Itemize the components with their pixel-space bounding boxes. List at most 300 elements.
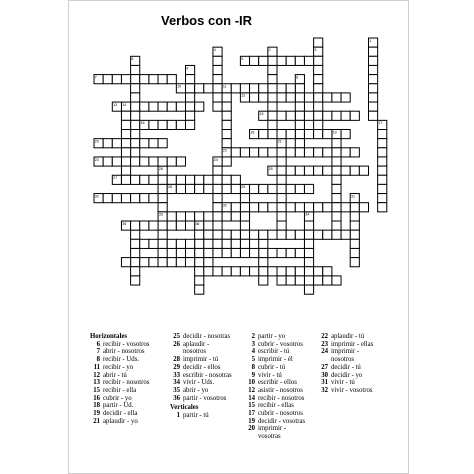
- grid-cell[interactable]: [186, 102, 195, 111]
- grid-cell[interactable]: [158, 258, 167, 267]
- grid-cell[interactable]: [250, 148, 259, 157]
- grid-cell[interactable]: [112, 194, 121, 203]
- grid-cell[interactable]: [295, 230, 304, 239]
- grid-cell[interactable]: [259, 184, 268, 193]
- grid-cell[interactable]: [213, 212, 222, 221]
- grid-cell[interactable]: [332, 230, 341, 239]
- grid-cell[interactable]: [304, 248, 313, 257]
- grid-cell[interactable]: [195, 239, 204, 248]
- grid-cell[interactable]: [268, 148, 277, 157]
- grid-cell[interactable]: [341, 111, 350, 120]
- grid-cell[interactable]: [341, 203, 350, 212]
- grid-cell[interactable]: [167, 239, 176, 248]
- grid-cell[interactable]: [131, 130, 140, 139]
- grid-cell[interactable]: [277, 84, 286, 93]
- grid-cell[interactable]: [213, 194, 222, 203]
- grid-cell[interactable]: [259, 203, 268, 212]
- grid-cell[interactable]: [314, 93, 323, 102]
- grid-cell[interactable]: [314, 120, 323, 129]
- grid-cell[interactable]: [121, 139, 130, 148]
- grid-cell[interactable]: [295, 276, 304, 285]
- grid-cell[interactable]: [268, 184, 277, 193]
- grid-cell[interactable]: [268, 65, 277, 74]
- grid-cell[interactable]: [295, 166, 304, 175]
- grid-cell[interactable]: [314, 75, 323, 84]
- grid-cell[interactable]: [286, 148, 295, 157]
- grid-cell[interactable]: [213, 267, 222, 276]
- grid-cell[interactable]: [213, 239, 222, 248]
- grid-cell[interactable]: [131, 93, 140, 102]
- grid-cell[interactable]: [222, 139, 231, 148]
- grid-cell[interactable]: [369, 102, 378, 111]
- grid-cell[interactable]: [158, 102, 167, 111]
- grid-cell[interactable]: [140, 194, 149, 203]
- grid-cell[interactable]: [277, 203, 286, 212]
- grid-cell[interactable]: [323, 111, 332, 120]
- grid-cell[interactable]: [149, 175, 158, 184]
- grid-cell[interactable]: [295, 93, 304, 102]
- grid-cell[interactable]: [222, 157, 231, 166]
- grid-cell[interactable]: [158, 75, 167, 84]
- grid-cell[interactable]: [149, 157, 158, 166]
- grid-cell[interactable]: [204, 84, 213, 93]
- grid-cell[interactable]: [250, 248, 259, 257]
- grid-cell[interactable]: [277, 175, 286, 184]
- grid-cell[interactable]: [304, 239, 313, 248]
- grid-cell[interactable]: [378, 203, 387, 212]
- grid-cell[interactable]: [268, 130, 277, 139]
- grid-cell[interactable]: [369, 47, 378, 56]
- grid-cell[interactable]: [304, 184, 313, 193]
- grid-cell[interactable]: [240, 230, 249, 239]
- grid-cell[interactable]: [103, 194, 112, 203]
- grid-cell[interactable]: [332, 212, 341, 221]
- grid-cell[interactable]: [350, 111, 359, 120]
- grid-cell[interactable]: [240, 84, 249, 93]
- grid-cell[interactable]: [268, 267, 277, 276]
- grid-cell[interactable]: [332, 221, 341, 230]
- grid-cell[interactable]: [140, 239, 149, 248]
- grid-cell[interactable]: [103, 75, 112, 84]
- grid-cell[interactable]: [295, 56, 304, 65]
- grid-cell[interactable]: [186, 239, 195, 248]
- grid-cell[interactable]: [332, 175, 341, 184]
- grid-cell[interactable]: [213, 65, 222, 74]
- grid-cell[interactable]: [332, 111, 341, 120]
- grid-cell[interactable]: [213, 75, 222, 84]
- grid-cell[interactable]: [204, 267, 213, 276]
- grid-cell[interactable]: [231, 230, 240, 239]
- grid-cell[interactable]: [222, 184, 231, 193]
- grid-cell[interactable]: [304, 267, 313, 276]
- grid-cell[interactable]: [240, 203, 249, 212]
- grid-cell[interactable]: [167, 258, 176, 267]
- grid-cell[interactable]: [213, 93, 222, 102]
- grid-cell[interactable]: [149, 221, 158, 230]
- grid-cell[interactable]: [341, 93, 350, 102]
- grid-cell[interactable]: [268, 248, 277, 257]
- grid-cell[interactable]: [350, 166, 359, 175]
- grid-cell[interactable]: [314, 203, 323, 212]
- grid-cell[interactable]: [378, 157, 387, 166]
- grid-cell[interactable]: [332, 148, 341, 157]
- grid-cell[interactable]: [158, 120, 167, 129]
- grid-cell[interactable]: [277, 148, 286, 157]
- grid-cell[interactable]: [323, 230, 332, 239]
- grid-cell[interactable]: [222, 230, 231, 239]
- grid-cell[interactable]: [286, 130, 295, 139]
- grid-cell[interactable]: [158, 184, 167, 193]
- grid-cell[interactable]: [231, 267, 240, 276]
- grid-cell[interactable]: [259, 239, 268, 248]
- grid-cell[interactable]: [359, 203, 368, 212]
- grid-cell[interactable]: [314, 267, 323, 276]
- grid-cell[interactable]: [286, 203, 295, 212]
- grid-cell[interactable]: [332, 194, 341, 203]
- grid-cell[interactable]: [222, 267, 231, 276]
- grid-cell[interactable]: [332, 157, 341, 166]
- grid-cell[interactable]: [222, 93, 231, 102]
- grid-cell[interactable]: [195, 84, 204, 93]
- grid-cell[interactable]: [277, 130, 286, 139]
- grid-cell[interactable]: [295, 120, 304, 129]
- grid-cell[interactable]: [304, 111, 313, 120]
- grid-cell[interactable]: [295, 148, 304, 157]
- grid-cell[interactable]: [268, 84, 277, 93]
- grid-cell[interactable]: [195, 175, 204, 184]
- grid-cell[interactable]: [186, 221, 195, 230]
- grid-cell[interactable]: [222, 102, 231, 111]
- grid-cell[interactable]: [314, 166, 323, 175]
- grid-cell[interactable]: [268, 93, 277, 102]
- grid-cell[interactable]: [341, 148, 350, 157]
- grid-cell[interactable]: [304, 230, 313, 239]
- grid-cell[interactable]: [250, 230, 259, 239]
- grid-cell[interactable]: [131, 148, 140, 157]
- grid-cell[interactable]: [332, 184, 341, 193]
- grid-cell[interactable]: [369, 56, 378, 65]
- grid-cell[interactable]: [231, 203, 240, 212]
- grid-cell[interactable]: [149, 75, 158, 84]
- grid-cell[interactable]: [304, 221, 313, 230]
- grid-cell[interactable]: [378, 175, 387, 184]
- grid-cell[interactable]: [204, 175, 213, 184]
- grid-cell[interactable]: [222, 120, 231, 129]
- grid-cell[interactable]: [350, 203, 359, 212]
- grid-cell[interactable]: [121, 157, 130, 166]
- grid-cell[interactable]: [286, 84, 295, 93]
- grid-cell[interactable]: [295, 248, 304, 257]
- grid-cell[interactable]: [131, 230, 140, 239]
- grid-cell[interactable]: [204, 221, 213, 230]
- grid-cell[interactable]: [186, 175, 195, 184]
- grid-cell[interactable]: [332, 166, 341, 175]
- grid-cell[interactable]: [323, 203, 332, 212]
- grid-cell[interactable]: [231, 148, 240, 157]
- grid-cell[interactable]: [140, 221, 149, 230]
- grid-cell[interactable]: [186, 111, 195, 120]
- grid-cell[interactable]: [369, 111, 378, 120]
- grid-cell[interactable]: [286, 56, 295, 65]
- grid-cell[interactable]: [277, 111, 286, 120]
- grid-cell[interactable]: [186, 93, 195, 102]
- grid-cell[interactable]: [195, 212, 204, 221]
- grid-cell[interactable]: [131, 139, 140, 148]
- grid-cell[interactable]: [369, 75, 378, 84]
- grid-cell[interactable]: [350, 148, 359, 157]
- grid-cell[interactable]: [121, 130, 130, 139]
- grid-cell[interactable]: [167, 221, 176, 230]
- grid-cell[interactable]: [332, 276, 341, 285]
- grid-cell[interactable]: [259, 148, 268, 157]
- grid-cell[interactable]: [323, 130, 332, 139]
- grid-cell[interactable]: [323, 276, 332, 285]
- grid-cell[interactable]: [176, 248, 185, 257]
- grid-cell[interactable]: [277, 166, 286, 175]
- grid-cell[interactable]: [240, 212, 249, 221]
- grid-cell[interactable]: [286, 276, 295, 285]
- grid-cell[interactable]: [286, 184, 295, 193]
- grid-cell[interactable]: [121, 194, 130, 203]
- grid-cell[interactable]: [121, 175, 130, 184]
- grid-cell[interactable]: [186, 212, 195, 221]
- grid-cell[interactable]: [250, 203, 259, 212]
- grid-cell[interactable]: [350, 212, 359, 221]
- grid-cell[interactable]: [186, 258, 195, 267]
- grid-cell[interactable]: [259, 84, 268, 93]
- grid-cell[interactable]: [213, 221, 222, 230]
- grid-cell[interactable]: [131, 239, 140, 248]
- grid-cell[interactable]: [350, 248, 359, 257]
- grid-cell[interactable]: [131, 111, 140, 120]
- grid-cell[interactable]: [176, 120, 185, 129]
- grid-cell[interactable]: [204, 248, 213, 257]
- grid-cell[interactable]: [195, 102, 204, 111]
- grid-cell[interactable]: [323, 267, 332, 276]
- grid-cell[interactable]: [231, 84, 240, 93]
- grid-cell[interactable]: [213, 203, 222, 212]
- grid-cell[interactable]: [268, 111, 277, 120]
- grid-cell[interactable]: [314, 102, 323, 111]
- grid-cell[interactable]: [314, 230, 323, 239]
- grid-cell[interactable]: [131, 221, 140, 230]
- grid-cell[interactable]: [195, 248, 204, 257]
- grid-cell[interactable]: [277, 267, 286, 276]
- grid-cell[interactable]: [378, 148, 387, 157]
- grid-cell[interactable]: [149, 139, 158, 148]
- grid-cell[interactable]: [277, 56, 286, 65]
- grid-cell[interactable]: [314, 130, 323, 139]
- grid-cell[interactable]: [176, 175, 185, 184]
- grid-cell[interactable]: [259, 248, 268, 257]
- grid-cell[interactable]: [149, 102, 158, 111]
- grid-cell[interactable]: [222, 212, 231, 221]
- grid-cell[interactable]: [304, 130, 313, 139]
- grid-cell[interactable]: [149, 258, 158, 267]
- grid-cell[interactable]: [350, 258, 359, 267]
- grid-cell[interactable]: [131, 194, 140, 203]
- grid-cell[interactable]: [323, 166, 332, 175]
- grid-cell[interactable]: [131, 157, 140, 166]
- grid-cell[interactable]: [158, 239, 167, 248]
- grid-cell[interactable]: [204, 230, 213, 239]
- grid-cell[interactable]: [195, 184, 204, 193]
- grid-cell[interactable]: [332, 139, 341, 148]
- grid-cell[interactable]: [186, 84, 195, 93]
- grid-cell[interactable]: [131, 65, 140, 74]
- grid-cell[interactable]: [304, 166, 313, 175]
- grid-cell[interactable]: [277, 230, 286, 239]
- grid-cell[interactable]: [359, 166, 368, 175]
- grid-cell[interactable]: [158, 203, 167, 212]
- grid-cell[interactable]: [332, 203, 341, 212]
- grid-cell[interactable]: [369, 65, 378, 74]
- grid-cell[interactable]: [250, 93, 259, 102]
- grid-cell[interactable]: [140, 258, 149, 267]
- grid-cell[interactable]: [204, 212, 213, 221]
- grid-cell[interactable]: [195, 276, 204, 285]
- grid-cell[interactable]: [268, 102, 277, 111]
- grid-cell[interactable]: [277, 194, 286, 203]
- grid-cell[interactable]: [314, 276, 323, 285]
- grid-cell[interactable]: [268, 203, 277, 212]
- grid-cell[interactable]: [295, 130, 304, 139]
- grid-cell[interactable]: [277, 157, 286, 166]
- grid-cell[interactable]: [222, 111, 231, 120]
- grid-cell[interactable]: [149, 194, 158, 203]
- grid-cell[interactable]: [131, 248, 140, 257]
- grid-cell[interactable]: [240, 148, 249, 157]
- grid-cell[interactable]: [112, 75, 121, 84]
- grid-cell[interactable]: [277, 212, 286, 221]
- grid-cell[interactable]: [350, 221, 359, 230]
- grid-cell[interactable]: [204, 258, 213, 267]
- grid-cell[interactable]: [167, 120, 176, 129]
- grid-cell[interactable]: [259, 56, 268, 65]
- grid-cell[interactable]: [286, 111, 295, 120]
- grid-cell[interactable]: [304, 148, 313, 157]
- grid-cell[interactable]: [121, 75, 130, 84]
- grid-cell[interactable]: [259, 130, 268, 139]
- grid-cell[interactable]: [259, 276, 268, 285]
- grid-cell[interactable]: [268, 230, 277, 239]
- grid-cell[interactable]: [195, 285, 204, 294]
- grid-cell[interactable]: [204, 239, 213, 248]
- grid-cell[interactable]: [213, 248, 222, 257]
- grid-cell[interactable]: [195, 267, 204, 276]
- grid-cell[interactable]: [295, 111, 304, 120]
- grid-cell[interactable]: [186, 75, 195, 84]
- grid-cell[interactable]: [176, 157, 185, 166]
- grid-cell[interactable]: [314, 65, 323, 74]
- grid-cell[interactable]: [149, 239, 158, 248]
- grid-cell[interactable]: [304, 203, 313, 212]
- grid-cell[interactable]: [158, 157, 167, 166]
- grid-cell[interactable]: [295, 139, 304, 148]
- grid-cell[interactable]: [378, 194, 387, 203]
- grid-cell[interactable]: [323, 93, 332, 102]
- grid-cell[interactable]: [140, 157, 149, 166]
- grid-cell[interactable]: [259, 258, 268, 267]
- grid-cell[interactable]: [240, 267, 249, 276]
- grid-cell[interactable]: [240, 248, 249, 257]
- grid-cell[interactable]: [277, 276, 286, 285]
- grid-cell[interactable]: [304, 93, 313, 102]
- grid-cell[interactable]: [176, 258, 185, 267]
- grid-cell[interactable]: [131, 276, 140, 285]
- grid-cell[interactable]: [369, 93, 378, 102]
- grid-cell[interactable]: [158, 230, 167, 239]
- grid-cell[interactable]: [121, 148, 130, 157]
- grid-cell[interactable]: [286, 248, 295, 257]
- grid-cell[interactable]: [158, 248, 167, 257]
- grid-cell[interactable]: [195, 258, 204, 267]
- grid-cell[interactable]: [149, 120, 158, 129]
- grid-cell[interactable]: [314, 38, 323, 47]
- grid-cell[interactable]: [213, 84, 222, 93]
- grid-cell[interactable]: [222, 175, 231, 184]
- grid-cell[interactable]: [378, 139, 387, 148]
- grid-cell[interactable]: [158, 194, 167, 203]
- grid-cell[interactable]: [213, 56, 222, 65]
- grid-cell[interactable]: [121, 120, 130, 129]
- grid-cell[interactable]: [304, 276, 313, 285]
- grid-cell[interactable]: [231, 212, 240, 221]
- grid-cell[interactable]: [268, 120, 277, 129]
- grid-cell[interactable]: [222, 248, 231, 257]
- grid-cell[interactable]: [131, 120, 140, 129]
- grid-cell[interactable]: [286, 267, 295, 276]
- grid-cell[interactable]: [167, 212, 176, 221]
- grid-cell[interactable]: [176, 221, 185, 230]
- grid-cell[interactable]: [259, 267, 268, 276]
- grid-cell[interactable]: [240, 221, 249, 230]
- grid-cell[interactable]: [167, 157, 176, 166]
- grid-cell[interactable]: [131, 175, 140, 184]
- grid-cell[interactable]: [240, 194, 249, 203]
- grid-cell[interactable]: [112, 157, 121, 166]
- grid-cell[interactable]: [304, 56, 313, 65]
- grid-cell[interactable]: [131, 84, 140, 93]
- grid-cell[interactable]: [341, 130, 350, 139]
- grid-cell[interactable]: [295, 203, 304, 212]
- grid-cell[interactable]: [295, 84, 304, 93]
- grid-cell[interactable]: [213, 184, 222, 193]
- grid-cell[interactable]: [332, 93, 341, 102]
- grid-cell[interactable]: [277, 93, 286, 102]
- grid-cell[interactable]: [323, 148, 332, 157]
- grid-cell[interactable]: [314, 111, 323, 120]
- grid-cell[interactable]: [186, 248, 195, 257]
- grid-cell[interactable]: [131, 258, 140, 267]
- grid-cell[interactable]: [295, 102, 304, 111]
- grid-cell[interactable]: [268, 56, 277, 65]
- grid-cell[interactable]: [213, 166, 222, 175]
- grid-cell[interactable]: [204, 184, 213, 193]
- grid-cell[interactable]: [131, 102, 140, 111]
- grid-cell[interactable]: [121, 166, 130, 175]
- grid-cell[interactable]: [222, 130, 231, 139]
- grid-cell[interactable]: [378, 130, 387, 139]
- grid-cell[interactable]: [350, 230, 359, 239]
- grid-cell[interactable]: [295, 267, 304, 276]
- grid-cell[interactable]: [213, 230, 222, 239]
- grid-cell[interactable]: [140, 102, 149, 111]
- grid-cell[interactable]: [250, 184, 259, 193]
- grid-cell[interactable]: [140, 175, 149, 184]
- grid-cell[interactable]: [277, 221, 286, 230]
- grid-cell[interactable]: [158, 221, 167, 230]
